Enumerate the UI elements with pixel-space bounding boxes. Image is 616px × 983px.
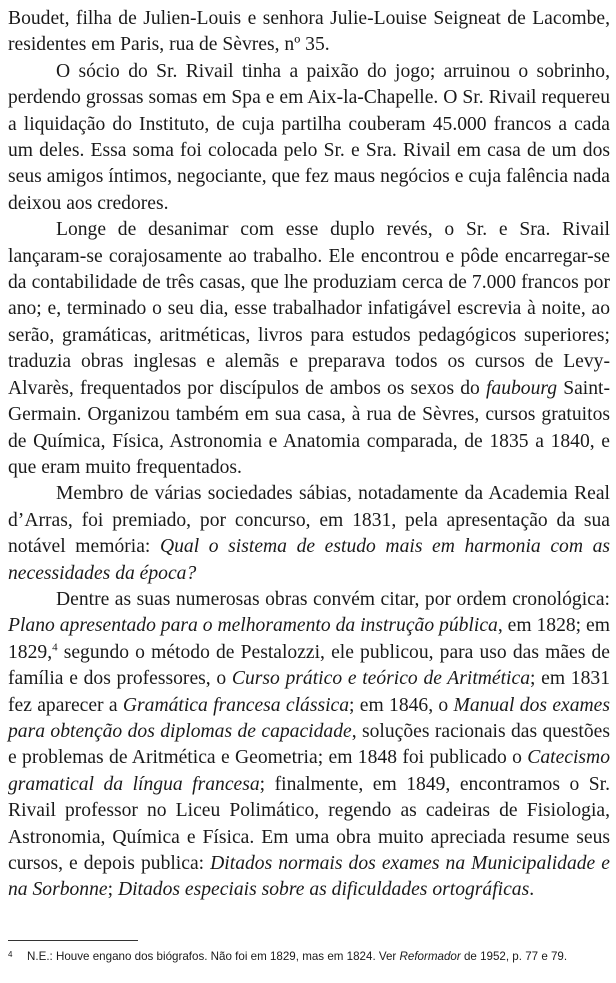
- footnote-text: de 1952, p. 77 e 79.: [460, 950, 568, 963]
- italic-title: Ditados especiais sobre as dificuldades ortográficas: [117, 879, 530, 901]
- italic-title: Qual o sistema de estudo mais em harmonia com as necessidades da época?: [8, 536, 610, 584]
- footnote-reference[interactable]: 4: [52, 641, 58, 654]
- paragraph-text: ; em 1846, o: [349, 694, 454, 716]
- page-body: [8, 6, 610, 904]
- paragraph-text: , em 1828; em 1829,: [8, 615, 610, 663]
- italic-title: Catecismo gramatical da língua francesa: [8, 747, 610, 795]
- paragraph-text: Boudet, filha de Julien-Louis e senhora Julie-Louise Seigneat de Lacombe, residentes em Paris, rua de Sèvres, nº 35.: [8, 8, 610, 56]
- italic-term: faubourg: [485, 377, 558, 399]
- italic-title: Curso prático e teórico de Aritmética: [231, 668, 530, 690]
- paragraph-text: Saint-Germain. Organizou também em sua casa, à rua de Sèvres, cursos gratuitos de Química, Física, Astronomia e Anatomia comparada, de 1835 a 1840, e que eram muito frequentados.: [8, 377, 611, 478]
- paragraph-text: Longe de desanimar com esse duplo revés, o Sr. e Sra. Rivail lançaram-se corajosamente ao trabalho. Ele encontrou e pôde encarregar-se da contabilidade de três casas, que lhe produziam cerca de 7.000 francos por ano; e, terminado o seu dia, esse trabalhador infatigável escrevia à noite, ao serão, gramáticas, aritméticas, livros para estudos pedagógicos superiores; traduzia obras inglesas e alemãs e preparava todos os cursos de Levy-Alvarès, frequentados por discípulos de ambos os sexos do: [8, 219, 610, 399]
- italic-title: Gramática francesa clássica: [122, 694, 350, 716]
- paragraph-text: Dentre as suas numerosas obras convém citar, por ordem cronológica:: [56, 588, 610, 610]
- footnote: [8, 949, 612, 964]
- paragraph-1: [8, 59, 610, 217]
- paragraph-3: [8, 481, 610, 587]
- paragraph-text: O sócio do Sr. Rivail tinha a paixão do jogo; arruinou o sobrinho, perdendo grossas somas em Spa e em Aix-la-Chapelle. O Sr. Rivail requereu a liquidação do Instituto, de cuja partilha couberam 45.000 francos a cada um deles. Essa soma foi colocada pelo Sr. e Sra. Rivail em casa de um dos seus amigos íntimos, negociante, que fez maus negócios e cuja falência nada deixou aos credores.: [8, 60, 610, 214]
- paragraph-2: [8, 217, 610, 481]
- footnote-italic: Reformador: [399, 950, 461, 963]
- paragraph-text: ; em 1831 fez aparecer a: [8, 668, 610, 716]
- italic-title: Plano apresentado para o melhoramento da instrução pública: [8, 615, 498, 637]
- footnote-text: N.E.: Houve engano dos biógrafos. Não foi em 1829, mas em 1824. Ver: [27, 950, 400, 963]
- italic-title: Manual dos exames para obtenção dos diplomas de capacidade: [8, 694, 611, 742]
- italic-title: Ditados normais dos exames na Municipalidade e na Sorbonne: [8, 853, 611, 901]
- paragraph-text: , soluções racionais das questões e problemas de Aritmética e Geometria; em 1848 foi publicado o: [8, 720, 610, 769]
- footnote-divider: [8, 940, 138, 941]
- paragraph-text: segundo o método de Pestalozzi, ele publicou, para uso das mães de família e dos professores, o: [8, 641, 610, 690]
- paragraph-text: .: [529, 879, 535, 901]
- footnote-number: 4: [8, 950, 13, 959]
- paragraph-4: [8, 587, 610, 904]
- paragraph-text: Membro de várias sociedades sábias, notadamente da Academia Real d’Arras, foi premiado, por concurso, em 1831, pela apresentação da sua notável memória:: [8, 483, 610, 558]
- paragraph-0: [8, 6, 610, 59]
- paragraph-text: ; finalmente, em 1849, encontramos o Sr. Rivail professor no Liceu Polimático, regendo as cadeiras de Fisiologia, Astronomia, Química e Física. Em uma obra muito apreciada resume seus cursos, e depois publica:: [8, 773, 610, 874]
- paragraph-text: ;: [107, 879, 118, 901]
